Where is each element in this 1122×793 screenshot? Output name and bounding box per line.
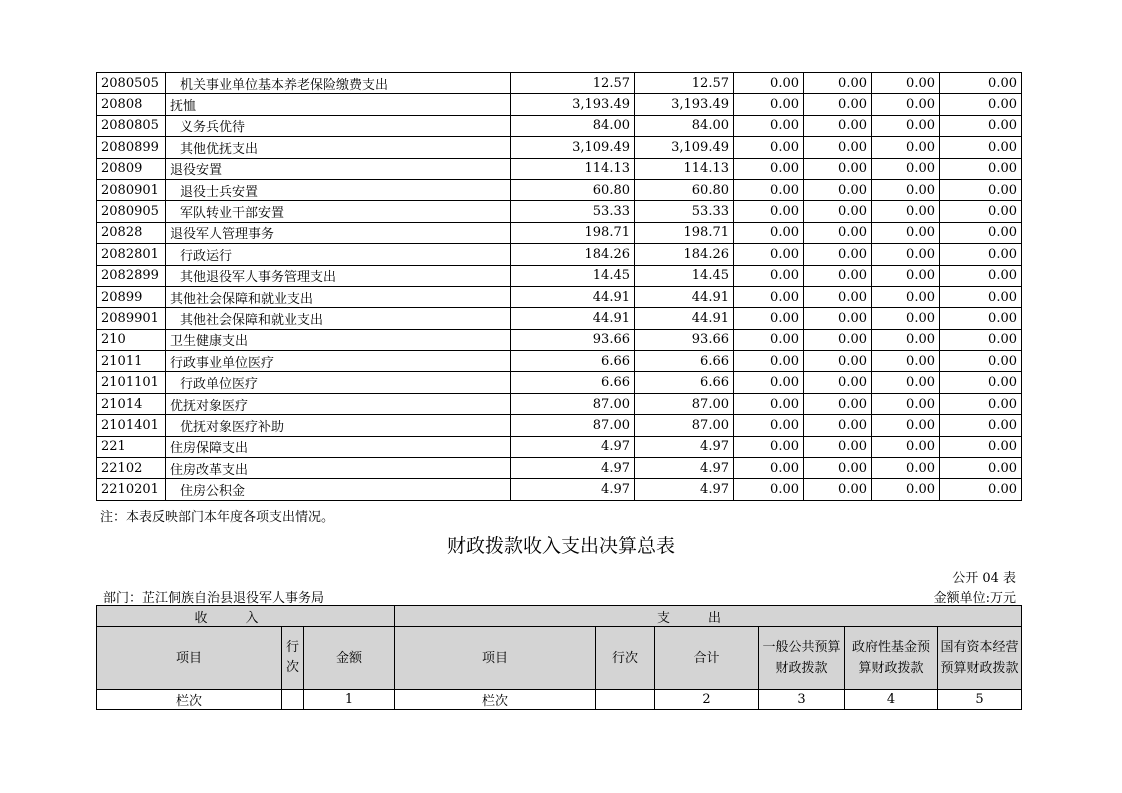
index-col-1: 1 (304, 690, 395, 710)
row-value: 0.00 (734, 308, 804, 329)
col-general-public: 一般公共预算财政拨款 (759, 627, 845, 690)
row-value: 84.00 (511, 115, 635, 136)
row-value: 0.00 (872, 351, 940, 372)
row-value: 87.00 (511, 415, 635, 436)
table-row (97, 158, 1022, 179)
row-value: 84.00 (635, 115, 734, 136)
row-value: 0.00 (872, 244, 940, 265)
table-row (97, 351, 1022, 372)
row-value: 114.13 (635, 158, 734, 179)
row-value: 0.00 (804, 329, 872, 350)
row-value: 198.71 (635, 222, 734, 243)
row-name: 行政事业单位医疗 (166, 351, 511, 372)
table-row (97, 137, 1022, 158)
row-value: 0.00 (940, 479, 1022, 500)
row-code: 2082801 (97, 244, 166, 265)
table-row (97, 94, 1022, 115)
row-value: 60.80 (635, 179, 734, 200)
row-name: 抚恤 (166, 94, 511, 115)
row-name: 退役士兵安置 (166, 179, 511, 200)
row-value: 0.00 (940, 372, 1022, 393)
table-row (97, 201, 1022, 222)
row-value: 4.97 (511, 458, 635, 479)
table-row (97, 415, 1022, 436)
row-value: 0.00 (804, 393, 872, 414)
index-cell-empty (282, 690, 304, 710)
row-value: 0.00 (804, 73, 872, 94)
table-row (97, 372, 1022, 393)
row-name: 行政运行 (166, 244, 511, 265)
row-value: 0.00 (804, 415, 872, 436)
index-label-left: 栏次 (97, 690, 282, 710)
row-value: 0.00 (940, 329, 1022, 350)
row-value: 0.00 (940, 458, 1022, 479)
row-value: 0.00 (734, 458, 804, 479)
table-row (97, 265, 1022, 286)
row-code: 2080901 (97, 179, 166, 200)
row-value: 87.00 (511, 393, 635, 414)
table-row (97, 479, 1022, 500)
summary-table (96, 605, 1022, 710)
row-name: 优抚对象医疗补助 (166, 415, 511, 436)
col-total: 合计 (655, 627, 759, 690)
row-value: 0.00 (804, 179, 872, 200)
row-value: 12.57 (635, 73, 734, 94)
index-col-2: 2 (655, 690, 759, 710)
row-code: 21014 (97, 393, 166, 414)
row-name: 其他社会保障和就业支出 (166, 286, 511, 307)
row-value: 0.00 (734, 115, 804, 136)
row-code: 2080905 (97, 201, 166, 222)
row-value: 0.00 (734, 73, 804, 94)
row-code: 2210201 (97, 479, 166, 500)
row-value: 14.45 (635, 265, 734, 286)
row-value: 3,193.49 (511, 94, 635, 115)
row-value: 53.33 (511, 201, 635, 222)
row-value: 4.97 (635, 458, 734, 479)
form-code: 公开 04 表 (952, 571, 1016, 586)
income-header: 收入 (97, 606, 395, 627)
summary-title: 财政拨款收入支出决算总表 (446, 535, 675, 557)
row-name: 住房改革支出 (166, 458, 511, 479)
row-code: 210 (97, 329, 166, 350)
table-row (97, 393, 1022, 414)
row-code: 2080805 (97, 115, 166, 136)
expense-detail-table (96, 72, 1022, 501)
row-value: 0.00 (940, 179, 1022, 200)
row-value: 0.00 (804, 94, 872, 115)
row-value: 0.00 (940, 393, 1022, 414)
row-value: 0.00 (734, 265, 804, 286)
row-name: 行政单位医疗 (166, 372, 511, 393)
row-value: 12.57 (511, 73, 635, 94)
row-value: 6.66 (635, 351, 734, 372)
row-value: 0.00 (804, 244, 872, 265)
row-value: 0.00 (734, 372, 804, 393)
row-value: 0.00 (940, 73, 1022, 94)
index-col-3: 3 (759, 690, 845, 710)
row-code: 2101401 (97, 415, 166, 436)
row-value: 4.97 (635, 479, 734, 500)
row-value: 6.66 (635, 372, 734, 393)
row-value: 0.00 (872, 73, 940, 94)
row-value: 3,109.49 (635, 137, 734, 158)
row-value: 0.00 (734, 436, 804, 457)
row-value: 0.00 (872, 458, 940, 479)
row-value: 0.00 (940, 415, 1022, 436)
row-value: 60.80 (511, 179, 635, 200)
index-cell-empty (596, 690, 655, 710)
row-name: 其他优抚支出 (166, 137, 511, 158)
row-value: 0.00 (804, 308, 872, 329)
row-value: 0.00 (804, 115, 872, 136)
amount-unit-label: 金额单位:万元 (933, 591, 1016, 606)
row-value: 3,109.49 (511, 137, 635, 158)
row-value: 0.00 (872, 308, 940, 329)
row-value: 4.97 (511, 479, 635, 500)
row-code: 221 (97, 436, 166, 457)
row-value: 0.00 (734, 158, 804, 179)
index-label-right: 栏次 (395, 690, 596, 710)
row-value: 0.00 (940, 115, 1022, 136)
row-value: 6.66 (511, 372, 635, 393)
row-name: 住房公积金 (166, 479, 511, 500)
row-value: 184.26 (511, 244, 635, 265)
row-value: 198.71 (511, 222, 635, 243)
row-code: 20828 (97, 222, 166, 243)
table-row (97, 222, 1022, 243)
table-row (97, 329, 1022, 350)
row-code: 20808 (97, 94, 166, 115)
row-value: 0.00 (734, 94, 804, 115)
row-name: 退役军人管理事务 (166, 222, 511, 243)
col-item-right: 项目 (395, 627, 596, 690)
row-code: 2080899 (97, 137, 166, 158)
row-code: 20899 (97, 286, 166, 307)
row-name: 军队转业干部安置 (166, 201, 511, 222)
col-line-no-right: 行次 (596, 627, 655, 690)
row-value: 3,193.49 (635, 94, 734, 115)
row-value: 0.00 (872, 436, 940, 457)
row-value: 0.00 (940, 244, 1022, 265)
row-value: 0.00 (734, 393, 804, 414)
row-value: 0.00 (734, 244, 804, 265)
row-value: 0.00 (872, 415, 940, 436)
row-value: 14.45 (511, 265, 635, 286)
row-value: 0.00 (940, 351, 1022, 372)
row-value: 87.00 (635, 415, 734, 436)
row-code: 22102 (97, 458, 166, 479)
row-value: 0.00 (734, 479, 804, 500)
row-value: 0.00 (872, 158, 940, 179)
row-value: 0.00 (734, 137, 804, 158)
row-code: 2089901 (97, 308, 166, 329)
row-value: 0.00 (872, 329, 940, 350)
col-gov-fund: 政府性基金预算财政拨款 (845, 627, 938, 690)
row-value: 0.00 (872, 94, 940, 115)
row-value: 44.91 (511, 286, 635, 307)
expense-header: 支出 (395, 606, 1022, 627)
row-code: 21011 (97, 351, 166, 372)
row-value: 0.00 (734, 415, 804, 436)
row-value: 0.00 (872, 179, 940, 200)
row-value: 0.00 (872, 201, 940, 222)
row-value: 6.66 (511, 351, 635, 372)
row-code: 2080505 (97, 73, 166, 94)
row-value: 0.00 (804, 158, 872, 179)
row-value: 0.00 (804, 436, 872, 457)
row-value: 0.00 (804, 351, 872, 372)
table-row (97, 308, 1022, 329)
row-value: 44.91 (635, 286, 734, 307)
row-value: 0.00 (734, 329, 804, 350)
row-value: 0.00 (804, 201, 872, 222)
row-name: 退役安置 (166, 158, 511, 179)
col-item-left: 项目 (97, 627, 282, 690)
row-value: 0.00 (804, 286, 872, 307)
row-value: 0.00 (872, 137, 940, 158)
row-value: 0.00 (872, 115, 940, 136)
row-value: 184.26 (635, 244, 734, 265)
row-value: 0.00 (804, 479, 872, 500)
row-name: 住房保障支出 (166, 436, 511, 457)
row-value: 44.91 (635, 308, 734, 329)
row-name: 机关事业单位基本养老保险缴费支出 (166, 73, 511, 94)
col-line-no-left: 行次 (282, 627, 304, 690)
col-state-capital: 国有资本经营预算财政拨款 (938, 627, 1022, 690)
row-value: 0.00 (940, 286, 1022, 307)
row-code: 2101101 (97, 372, 166, 393)
row-value: 0.00 (940, 308, 1022, 329)
row-value: 0.00 (940, 158, 1022, 179)
row-value: 114.13 (511, 158, 635, 179)
row-value: 0.00 (872, 265, 940, 286)
row-value: 0.00 (804, 222, 872, 243)
row-value: 0.00 (734, 351, 804, 372)
col-amount: 金额 (304, 627, 395, 690)
row-value: 0.00 (872, 372, 940, 393)
row-value: 0.00 (872, 393, 940, 414)
table-row (97, 73, 1022, 94)
row-code: 20809 (97, 158, 166, 179)
table-row (97, 244, 1022, 265)
row-value: 44.91 (511, 308, 635, 329)
row-value: 0.00 (940, 436, 1022, 457)
table-note: 注：本表反映部门本年度各项支出情况。 (100, 510, 335, 525)
index-col-4: 4 (845, 690, 938, 710)
row-value: 53.33 (635, 201, 734, 222)
table-row (97, 286, 1022, 307)
row-value: 0.00 (734, 179, 804, 200)
row-value: 93.66 (635, 329, 734, 350)
table-row (97, 115, 1022, 136)
row-name: 其他退役军人事务管理支出 (166, 265, 511, 286)
row-value: 0.00 (804, 265, 872, 286)
row-value: 0.00 (940, 265, 1022, 286)
index-col-5: 5 (938, 690, 1022, 710)
row-value: 0.00 (872, 286, 940, 307)
row-name: 其他社会保障和就业支出 (166, 308, 511, 329)
row-name: 卫生健康支出 (166, 329, 511, 350)
row-value: 0.00 (804, 137, 872, 158)
row-value: 87.00 (635, 393, 734, 414)
row-value: 0.00 (734, 286, 804, 307)
table-row (97, 179, 1022, 200)
row-value: 0.00 (734, 222, 804, 243)
row-name: 优抚对象医疗 (166, 393, 511, 414)
row-value: 0.00 (940, 137, 1022, 158)
row-value: 0.00 (804, 458, 872, 479)
row-value: 0.00 (734, 201, 804, 222)
row-code: 2082899 (97, 265, 166, 286)
row-value: 4.97 (511, 436, 635, 457)
row-value: 0.00 (804, 372, 872, 393)
row-value: 0.00 (940, 201, 1022, 222)
table-row (97, 436, 1022, 457)
row-name: 义务兵优待 (166, 115, 511, 136)
row-value: 4.97 (635, 436, 734, 457)
row-value: 0.00 (872, 479, 940, 500)
row-value: 0.00 (872, 222, 940, 243)
table-row (97, 458, 1022, 479)
department-label: 部门：芷江侗族自治县退役军人事务局 (103, 591, 325, 606)
row-value: 93.66 (511, 329, 635, 350)
row-value: 0.00 (940, 94, 1022, 115)
row-value: 0.00 (940, 222, 1022, 243)
